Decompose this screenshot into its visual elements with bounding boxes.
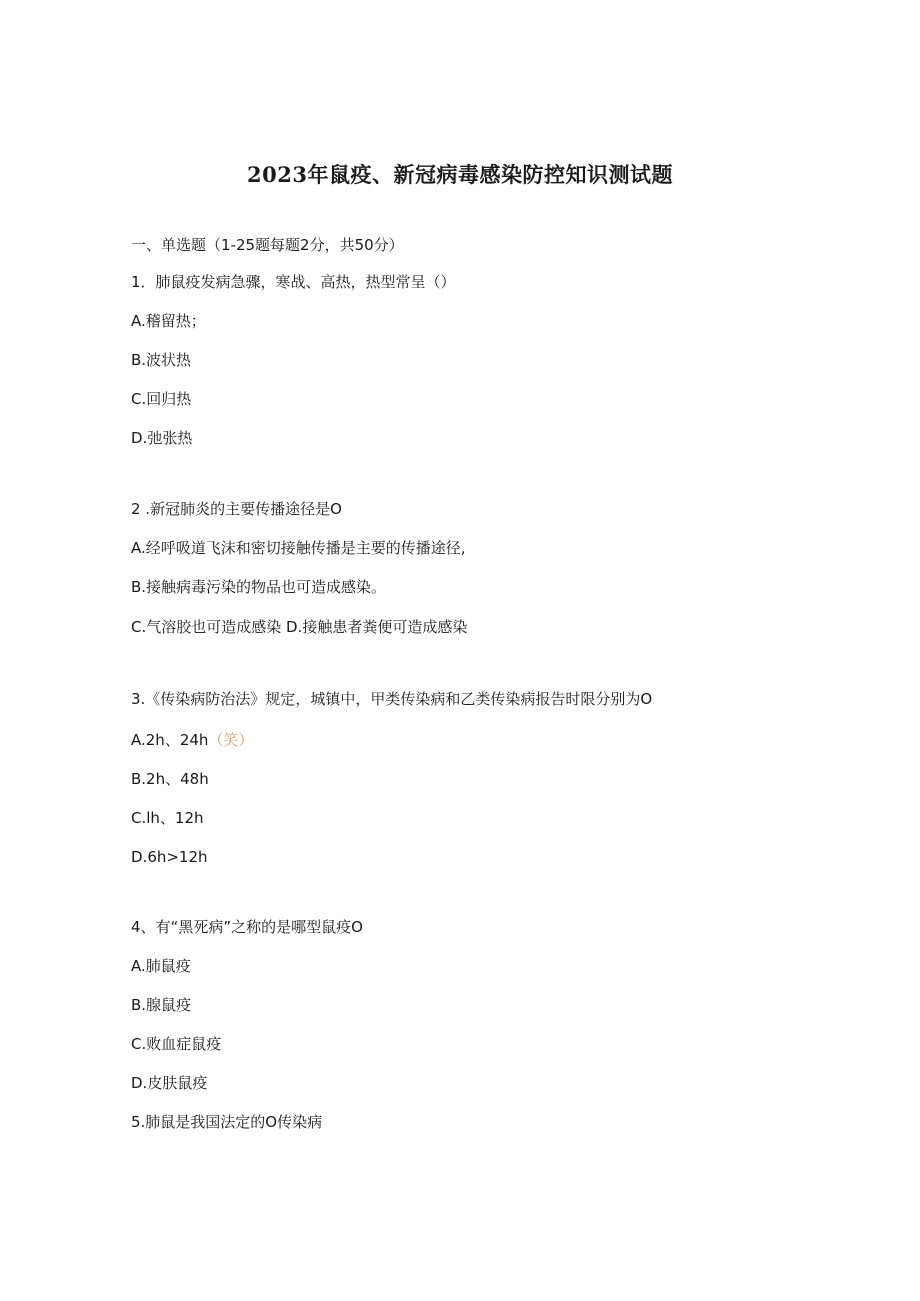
- question-1-stem: 1．肺鼠疫发病急骤，寒战、高热，热型常呈（）: [131, 273, 456, 291]
- question-3-option-a: A.2h、24h: [131, 731, 209, 749]
- question-4-option-b: B.腺鼠疫: [131, 996, 192, 1014]
- question-1-option-b: B.波状热: [131, 351, 192, 369]
- question-3-option-c: C.lh、12h: [131, 809, 204, 827]
- question-4-stem: 4、有“黑死病”之称的是哪型鼠疫O: [131, 918, 363, 936]
- question-2-option-b: B.接触病毒污染的物品也可造成感染。: [131, 578, 387, 596]
- question-4-option-c: C.败血症鼠疫: [131, 1035, 222, 1053]
- question-2-option-cd: C.气溶胶也可造成感染 D.接触患者粪便可造成感染: [131, 618, 468, 636]
- question-2-stem: 2 .新冠肺炎的主要传播途径是O: [131, 500, 342, 518]
- document-title: 2023年鼠疫、新冠病毒感染防控知识测试题: [247, 162, 673, 187]
- question-4-option-d: D.皮肤鼠疫: [131, 1074, 208, 1092]
- question-3-stem: 3.《传染病防治法》规定，城镇中，甲类传染病和乙类传染病报告时限分别为O: [131, 690, 653, 708]
- question-4-option-a: A.肺鼠疫: [131, 957, 191, 975]
- answer-mark: （笑）: [208, 731, 254, 749]
- question-1-option-c: C.回归热: [131, 390, 192, 408]
- question-3-option-d: D.6h>12h: [131, 848, 208, 866]
- section-heading: 一、单选题（1-25题每题2分，共50分）: [131, 236, 404, 254]
- question-2-option-a: A.经呼吸道飞沫和密切接触传播是主要的传播途径,: [131, 539, 466, 557]
- question-1-option-a: A.稽留热；: [131, 312, 206, 330]
- question-1-option-d: D.弛张热: [131, 429, 193, 447]
- question-5-stem: 5.肺鼠是我国法定的O传染病: [131, 1113, 323, 1131]
- question-3-option-a-row: [131, 729, 253, 751]
- question-3-option-b: B.2h、48h: [131, 770, 209, 788]
